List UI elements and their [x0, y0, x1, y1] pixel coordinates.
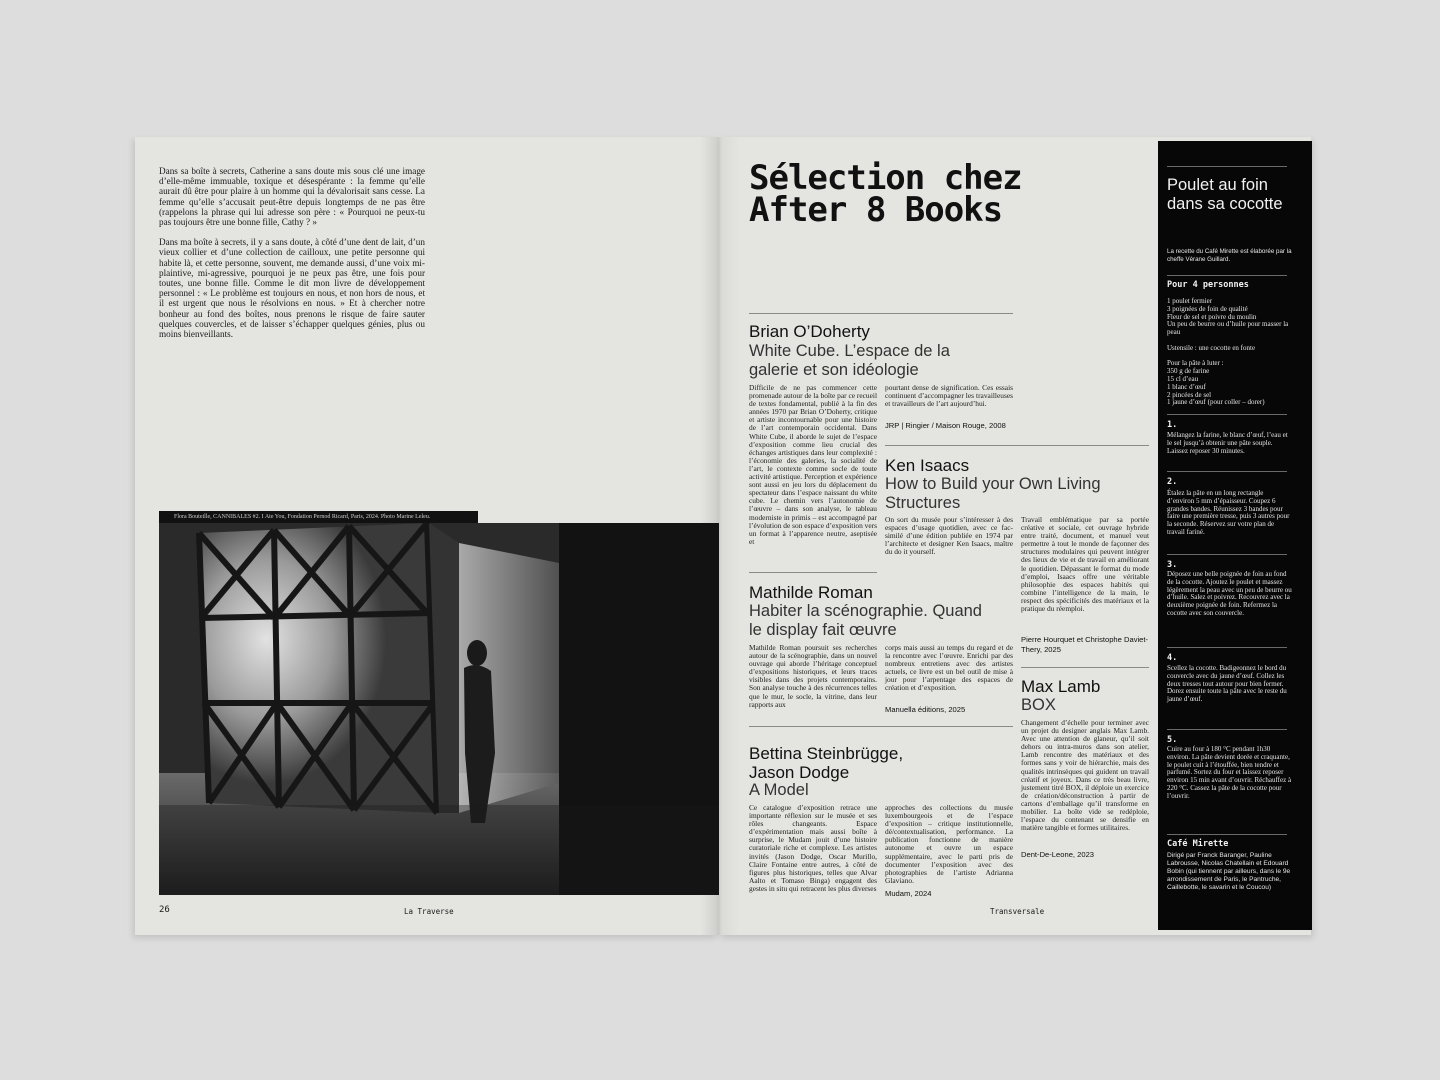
entry-author: Bettina Steinbrügge, Jason Dodge: [749, 744, 904, 782]
ingredient-line: 1 jaune d’œuf (pour coller – dorer): [1167, 398, 1265, 407]
sidebar-divider: [1167, 729, 1287, 730]
recipe-sidebar: [1158, 141, 1312, 930]
divider: [1021, 667, 1149, 668]
entry-text-col-1: Mathilde Roman poursuit ses recherches autour de la scénographie, dans un nouvel ouvrage qui aborde l’héritage conceptuel d’expositions historiques, et leurs traces visibles dans des projets contemporains. Son analyse touche à des récurrences telles que le mur, le socle, la vitrine, dans leur rapports aux: [749, 643, 877, 709]
sidebar-divider: [1167, 414, 1287, 415]
entry-publisher: Pierre Hourquet et Christophe Daviet-Thery, 2025: [1021, 635, 1149, 654]
ingredient-line: 350 g de farine: [1167, 367, 1210, 376]
entry-title: White Cube. L’espace de la galerie et son idéologie: [749, 342, 950, 379]
recipe-step-number: 3.: [1167, 560, 1178, 570]
entry-text-col-1: On sort du musée pour s’intéresser à des espaces d’usage quotidien, avec ce fac-similé d’une édition publiée en 1974 par l’architecte et designer Ken Isaacs, maître du do it yourself.: [885, 515, 1013, 557]
ingredient-line: 2 pincées de sel: [1167, 390, 1212, 399]
ingredient-line: 1 blanc d’œuf: [1167, 382, 1206, 391]
entry-text-col-1: Difficile de ne pas commencer cette promenade autour de la boîte par ce recueil de textes fondamental, publié à la fin des années 1970 par Brian O’Doherty, critique et artiste incontournable pour une histoire de l’art contemporain occidental. Dans White Cube, il aborde le sujet de l’espace d’exposition comme lieu crucial des échanges artistiques dans leur complexité : l’économie des galeries, la socialité de l’art, le contexte comme socle de toute activité artistique. Perception et expérience sont aussi en jeu lors du déplacement du spectateur dans l’espace naissant du white cube. Le chemin vers l’autonomie de l’œuvre – dans son analyse, le tableau moderniste in primis – est accompagné par l’évolution de son espace d’exposition vers un format à l’apparence neutre, aseptisée et: [749, 383, 877, 546]
recipe-step-number: 4.: [1167, 653, 1178, 663]
sidebar-divider: [1167, 166, 1287, 167]
entry-title: Habiter la scénographie. Quand le display fait œuvre: [749, 602, 982, 639]
ingredient-line: Un peu de beurre ou d’huile pour masser la peau: [1167, 320, 1289, 337]
section-title-line-2: After 8 Books: [749, 190, 1003, 230]
entry-text-col-2: pourtant dense de signification. Ces essais continuent d’accompagner les travailleuses et travailleurs de l’art aujourd’hui.: [885, 383, 1013, 409]
recipe-step-number: 2.: [1167, 477, 1178, 487]
divider: [885, 445, 1149, 446]
recipe-intro: La recette du Café Mirette est élaborée par la cheffe Vérane Guillard.: [1167, 248, 1292, 263]
recipe-step-number: 5.: [1167, 735, 1178, 745]
entry-author: Max Lamb: [1021, 677, 1101, 696]
recipe-step-text: Étalez la pâte en un long rectangle d’environ 5 mm d’épaisseur. Coupez 6 grandes bandes. Réunissez 3 bandes pour faire une première tresse, puis 3 autres pour la seconde. Réservez sur votre plan de travail fariné.: [1167, 489, 1290, 536]
divider: [749, 313, 1013, 314]
entry-publisher: Dent-De-Leone, 2023: [1021, 850, 1095, 859]
installation-photo: [159, 523, 719, 895]
installation-photo-art: [159, 523, 719, 895]
cafe-name: Café Mirette: [1167, 839, 1229, 849]
left-folio-number: 26: [159, 905, 170, 915]
recipe-ingredients: [1167, 298, 1292, 407]
ingredient-line: 15 cl d’eau: [1167, 374, 1199, 383]
sidebar-divider: [1167, 834, 1287, 835]
entry-title: A Model: [749, 781, 809, 799]
ingredient-line: Fleur de sel et poivre du moulin: [1167, 312, 1257, 321]
entry-text-col-1: Ce catalogue d’exposition retrace une importante réflexion sur le musée et ses rôles changeants. Espace d’expérimentation mais aussi boîte à surprise, le Mudam jouit d’une histoire curatoriale riche et complexe. Les artistes invités (Jason Dodge, Oscar Murillo, Claire Fontaine entre autres, à côté de figures plus historiques, telles que Alvar Aalto et Tomaso Binga) engagent des gestes in situ qui retracent les plus diverses: [749, 803, 877, 893]
ingredient-line: Ustensile : une cocotte en fonte: [1167, 343, 1256, 352]
entry-text-col-1: Changement d’échelle pour terminer avec un projet du designer anglais Max Lamb. Avec une attention de glaneur, qu’il soit dehors ou intra-muros dans son atelier, Lamb rencontre des matériaux et des formes sans y voir de hiérarchie, mais des qualités intrinsèques qui guident un travail créatif et joyeux. Dans ce très beau livre, justement titré BOX, il déploie un exercice de création/déconstruction à partir de cartons d’emballage qu’il transforme en mobilier. La boîte vide se redéploie, l’espace du contenant se densifie en matière tangible et formes utilitaires.: [1021, 718, 1149, 833]
recipe-step-text: Scellez la cocotte. Badigeonnez le bord du couvercle avec du jaune d’œuf. Collez les deux tresses tout autour pour bien fermer. Dorez ensuite toute la pâte avec le reste du jaune d’œuf.: [1167, 664, 1287, 704]
ingredient-line: Pour la pâte à luter :: [1167, 359, 1224, 368]
entry-title: How to Build your Own Living Structures: [885, 475, 1101, 512]
section-title: [749, 158, 1022, 230]
ingredient-line: 3 poignées de foin de qualité: [1167, 304, 1248, 313]
recipe-step-text: Mélangez la farine, le blanc d’œuf, l’eau et le sel jusqu’à obtenir une pâte souple. Laissez reposer 30 minutes.: [1167, 431, 1288, 455]
left-paragraph-2: Dans ma boîte à secrets, il y a sans doute, à côté d’une dent de lait, d’un vieux collier et d’une collection de cailloux, une petite personne qui habite là, et cette personne, souvent, me demande aussi, d’une voix mi-plaintive, mi-agressive, pourquoi je ne peux pas être, une fois pour toutes, une bonne fille. Comme le dit mon livre de développement personnel : « Le problème est toujours en nous, et non hors de nous, et il est urgent que nous le résolvions en nous. » Et à chercher notre bonheur au fond des boîtes, nous prenons le risque de faire sauter quelques couvercles, et de laisser s’échapper quelques génies, plus ou moins bienveillants.: [159, 237, 425, 340]
entry-text-col-2: corps mais aussi au temps du regard et de la rencontre avec l’œuvre. Enrichi par des nombreux entretiens avec des artistes actuels, ce livre est un bel outil de mise à jour pour l’arpentage des espaces de création et d’exposition.: [885, 643, 1013, 693]
entry-text-col-2: Travail emblématique par sa portée créative et sociale, cet ouvrage hybride entre traité, document, et manuel veut permettre à tout le monde de façonner des structures modulaires qui peuvent intégrer des lieux de vie et de travail en améliorant le quotidien. Dépassant le format du mode d’emploi, Isaacs offre une véritable philosophie des espaces habités qui combine l’intelligence de la main, le respect des spécificités des matériaux et la pratique du réemploi.: [1021, 515, 1149, 614]
divider: [749, 572, 877, 573]
entry-text-col-2: approches des collections du musée luxembourgeois et de l’espace d’exposition – critique institutionnelle, dé/contextualisation, performance. La publication fonctionne de manière autonome et ouvre un espace supplémentaire, avec le parti pris de documenter l’exposition avec des photographies de l’artiste Adrianna Glaviano.: [885, 803, 1013, 885]
photo-caption: Flora Bouteille, CANNIBALES #2. I Ate You, Fondation Pernod Ricard, Paris, 2024. Photo Marine Leleu.: [159, 511, 478, 523]
entry-publisher: Manuella éditions, 2025: [885, 705, 966, 714]
entry-author: Ken Isaacs: [885, 456, 970, 475]
right-folio-title: Transversale: [990, 907, 1045, 916]
entry-title: BOX: [1021, 696, 1056, 714]
entry-author: Brian O’Doherty: [749, 322, 870, 341]
cafe-description: Dirigé par Franck Baranger, Pauline Labrousse, Nicolas Chatellain et Edouard Bobin (qui tiennent par ailleurs, dans le 9e arrondissement de Paris, le Pantruche, Caillebotte, le savarin et le Coucou): [1167, 852, 1291, 891]
section-title-line-1: Sélection chez: [749, 158, 1022, 198]
sidebar-divider: [1167, 471, 1287, 472]
left-folio-title: La Traverse: [404, 907, 454, 916]
sidebar-divider: [1167, 554, 1287, 555]
entry-publisher: JRP | Ringier / Maison Rouge, 2008: [885, 421, 1006, 430]
recipe-step-text: Cuire au four à 180 °C pendant 1h30 environ. La pâte devient dorée et craquante, le poulet cuit à l’étouffée, bien tendre et parfumé. Sortez du four et laissez reposer environ 15 min avant d’ouvrir. Réchauffez à 220 °C. Cassez la pâte de la cocotte pour l’ouvrir.: [1167, 745, 1292, 800]
sidebar-divider: [1167, 275, 1287, 276]
entry-publisher: Mudam, 2024: [885, 889, 932, 898]
entry-author: Mathilde Roman: [749, 583, 873, 602]
left-paragraph-1: Dans sa boîte à secrets, Catherine a sans doute mis sous clé une image d’elle-même immuable, toxique et désespérante : la femme qu’elle aurait dû être pour plaire à un homme qui la dévalorisait sans cesse. La femme qu’elle s’accusait peut-être depuis longtemps de ne pas être (rappelons la phrase qui lui adresse son père : « Pourquoi ne peux-tu pas toujours être une bonne fille, Cathy ? »: [159, 166, 425, 228]
sidebar-divider: [1167, 647, 1287, 648]
recipe-servings: Pour 4 personnes: [1167, 280, 1249, 290]
recipe-step-text: Déposez une belle poignée de foin au fond de la cocotte. Ajoutez le poulet et massez légèrement la peau avec un peu de beurre ou d’huile. Salez et poivrez. Recouvrez avec la deuxième poignée de foin. Refermez la cocotte avec son couvercle.: [1167, 570, 1292, 617]
recipe-step-number: 1.: [1167, 420, 1178, 430]
divider: [749, 726, 1013, 727]
ingredient-line: 1 poulet fermier: [1167, 297, 1213, 305]
recipe-title: Poulet au foin dans sa cocotte: [1167, 176, 1283, 213]
left-page-text: [159, 166, 425, 349]
